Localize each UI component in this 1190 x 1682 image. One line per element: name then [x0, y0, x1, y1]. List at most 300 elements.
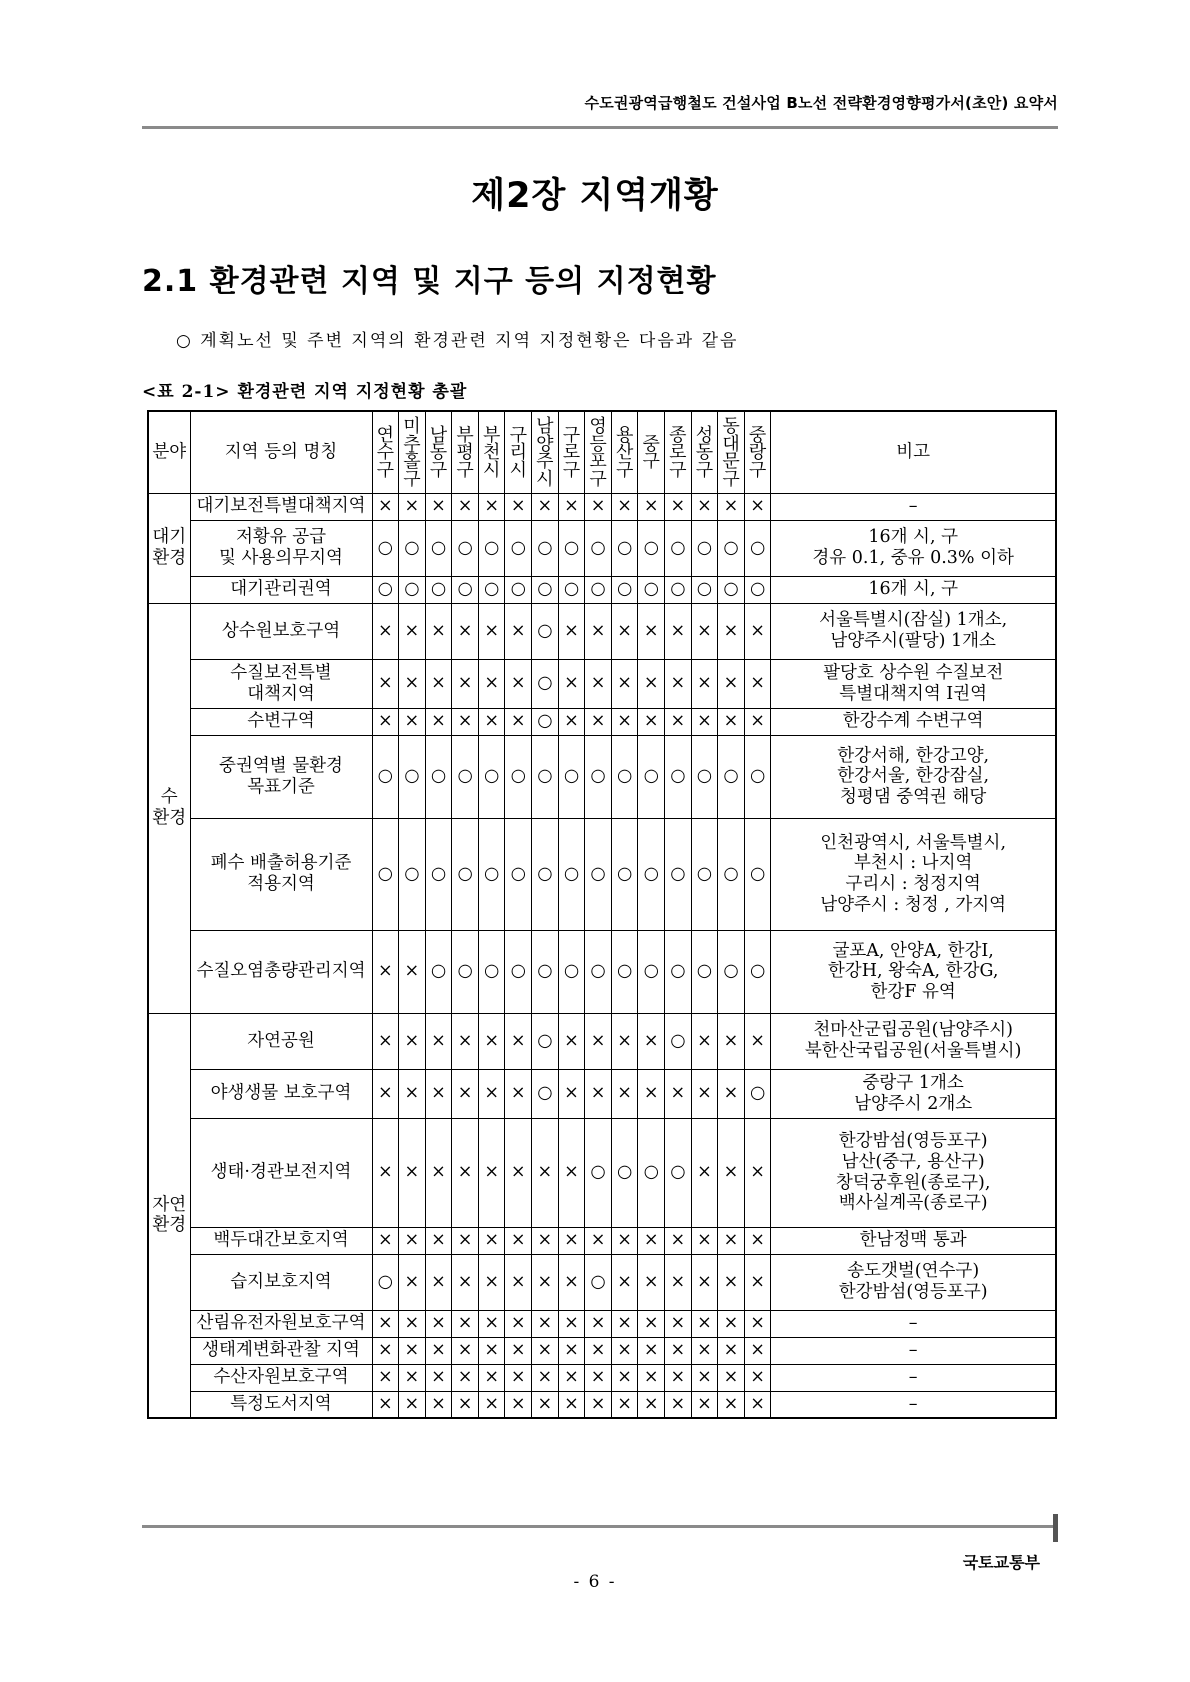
not-designated-mark: ×: [691, 1364, 718, 1391]
designated-mark: ○: [638, 735, 665, 818]
designated-mark: ○: [532, 603, 559, 659]
not-designated-mark: ×: [425, 1069, 452, 1118]
not-designated-mark: ×: [425, 1337, 452, 1364]
region-label: 중 구: [642, 433, 660, 473]
designated-mark: ○: [665, 735, 692, 818]
designated-mark: ○: [718, 576, 745, 603]
not-designated-mark: ×: [478, 1337, 505, 1364]
note-cell: [771, 1364, 1056, 1391]
header-region: [558, 411, 585, 493]
table-row: [148, 1069, 1056, 1118]
not-designated-mark: ×: [372, 1310, 399, 1337]
region-label: 구 로 구: [562, 424, 581, 482]
region-label: 미 추 홀 구: [403, 416, 421, 490]
not-designated-mark: ×: [744, 1013, 771, 1069]
not-designated-mark: ×: [505, 708, 532, 735]
not-designated-mark: ×: [452, 1013, 479, 1069]
designated-mark: ○: [611, 1118, 638, 1227]
header-region: [691, 411, 718, 493]
not-designated-mark: ×: [558, 1254, 585, 1310]
not-designated-mark: ×: [744, 1310, 771, 1337]
designated-mark: ○: [744, 818, 771, 930]
designated-mark: ○: [611, 576, 638, 603]
designated-mark: ○: [638, 818, 665, 930]
table-row: [148, 708, 1056, 735]
not-designated-mark: ×: [665, 708, 692, 735]
not-designated-mark: ×: [452, 708, 479, 735]
note-cell: [771, 1310, 1056, 1337]
not-designated-mark: ×: [744, 1364, 771, 1391]
not-designated-mark: ×: [691, 708, 718, 735]
not-designated-mark: ×: [399, 1310, 426, 1337]
note-line: 남양주시 : 청정 , 가지역: [820, 894, 1007, 915]
not-designated-mark: ×: [425, 659, 452, 708]
designated-mark: ○: [452, 520, 479, 576]
table-row: [148, 603, 1056, 659]
note-line: 부천시 : 나지역: [853, 853, 973, 874]
not-designated-mark: ×: [558, 1391, 585, 1418]
not-designated-mark: ×: [691, 603, 718, 659]
not-designated-mark: ×: [558, 1013, 585, 1069]
not-designated-mark: ×: [611, 1337, 638, 1364]
designated-mark: ○: [691, 735, 718, 818]
footer-accent-bar: [1053, 1514, 1058, 1542]
not-designated-mark: ×: [452, 1310, 479, 1337]
designated-mark: ○: [452, 576, 479, 603]
designated-mark: ○: [611, 520, 638, 576]
not-designated-mark: ×: [665, 1310, 692, 1337]
chapter-title: 제2장 지역개황: [471, 176, 719, 216]
note-line: 중랑구 1개소: [862, 1072, 964, 1093]
zone-name-cell: 수질오염총량관리지역: [190, 930, 372, 1013]
not-designated-mark: ×: [665, 1391, 692, 1418]
table-row: [148, 735, 1056, 818]
not-designated-mark: ×: [505, 1013, 532, 1069]
not-designated-mark: ×: [585, 659, 612, 708]
designated-mark: ○: [744, 576, 771, 603]
not-designated-mark: ×: [372, 1013, 399, 1069]
zone-name-cell: 중권역별 물환경 목표기준: [190, 735, 372, 818]
header-divider: [142, 126, 1058, 129]
designated-mark: ○: [399, 735, 426, 818]
designated-mark: ○: [638, 1118, 665, 1227]
designated-mark: ○: [478, 930, 505, 1013]
table-row: [148, 1013, 1056, 1069]
designated-mark: ○: [638, 576, 665, 603]
designated-mark: ○: [691, 520, 718, 576]
table-row: [148, 1310, 1056, 1337]
designated-mark: ○: [478, 520, 505, 576]
not-designated-mark: ×: [399, 708, 426, 735]
not-designated-mark: ×: [372, 659, 399, 708]
header-region: [611, 411, 638, 493]
not-designated-mark: ×: [691, 493, 718, 520]
not-designated-mark: ×: [665, 659, 692, 708]
not-designated-mark: ×: [532, 1227, 559, 1254]
not-designated-mark: ×: [532, 1391, 559, 1418]
not-designated-mark: ×: [718, 1364, 745, 1391]
not-designated-mark: ×: [744, 1227, 771, 1254]
note-cell: [771, 659, 1056, 708]
not-designated-mark: ×: [691, 1337, 718, 1364]
not-designated-mark: ×: [558, 1227, 585, 1254]
header-region: [532, 411, 559, 493]
designated-mark: ○: [425, 520, 452, 576]
designated-mark: ○: [532, 576, 559, 603]
designation-status-table: [147, 410, 1057, 1419]
header-region: [372, 411, 399, 493]
designated-mark: ○: [505, 930, 532, 1013]
designated-mark: ○: [691, 930, 718, 1013]
table-caption: <표 2-1> 환경관련 지역 지정현황 총괄: [142, 382, 468, 402]
not-designated-mark: ×: [452, 1391, 479, 1418]
not-designated-mark: ×: [585, 1227, 612, 1254]
designated-mark: ○: [532, 1069, 559, 1118]
not-designated-mark: ×: [532, 1310, 559, 1337]
zone-name-cell: 습지보호지역: [190, 1254, 372, 1310]
not-designated-mark: ×: [718, 493, 745, 520]
not-designated-mark: ×: [452, 1227, 479, 1254]
designated-mark: ○: [372, 576, 399, 603]
zone-name-cell: 특정도서지역: [190, 1391, 372, 1418]
designated-mark: ○: [372, 520, 399, 576]
designated-mark: ○: [532, 520, 559, 576]
not-designated-mark: ×: [399, 1254, 426, 1310]
header-region: [665, 411, 692, 493]
not-designated-mark: ×: [611, 493, 638, 520]
note-line: 백사실계곡(종로구): [838, 1193, 988, 1214]
not-designated-mark: ×: [505, 603, 532, 659]
designated-mark: ○: [585, 735, 612, 818]
not-designated-mark: ×: [744, 1118, 771, 1227]
note-cell: [771, 930, 1056, 1013]
not-designated-mark: ×: [691, 1254, 718, 1310]
designated-mark: ○: [399, 520, 426, 576]
note-line: 경유 0.1, 중유 0.3% 이하: [812, 548, 1014, 568]
not-designated-mark: ×: [425, 1391, 452, 1418]
region-label: 용 산 구: [615, 424, 634, 482]
not-designated-mark: ×: [638, 1391, 665, 1418]
note-cell: [771, 1118, 1056, 1227]
footer-organization: 국토교통부: [962, 1553, 1040, 1572]
table-row: [148, 818, 1056, 930]
header-region: [452, 411, 479, 493]
not-designated-mark: ×: [505, 1391, 532, 1418]
not-designated-mark: ×: [372, 1391, 399, 1418]
header-region: [399, 411, 426, 493]
not-designated-mark: ×: [505, 1069, 532, 1118]
not-designated-mark: ×: [478, 1227, 505, 1254]
not-designated-mark: ×: [372, 708, 399, 735]
not-designated-mark: ×: [691, 1069, 718, 1118]
note-line: –: [908, 1393, 918, 1414]
document-header-title: 수도권광역급행철도 건설사업 B노선 전략환경영향평가서(초안) 요약서: [584, 94, 1058, 112]
note-cell: [771, 1013, 1056, 1069]
not-designated-mark: ×: [558, 1310, 585, 1337]
not-designated-mark: ×: [638, 1013, 665, 1069]
intro-bullet-text: ○ 계획노선 및 주변 지역의 환경관련 지역 지정현황은 다음과 같음: [176, 331, 739, 351]
note-line: 남양주시(팔당) 1개소: [830, 631, 996, 651]
note-cell: [771, 1069, 1056, 1118]
not-designated-mark: ×: [532, 1254, 559, 1310]
not-designated-mark: ×: [505, 1337, 532, 1364]
not-designated-mark: ×: [372, 1337, 399, 1364]
not-designated-mark: ×: [638, 1254, 665, 1310]
note-line: 천마산군립공원(남양주시): [813, 1020, 1013, 1041]
not-designated-mark: ×: [665, 603, 692, 659]
note-line: 한강밤섬(영등포구): [838, 1282, 988, 1302]
not-designated-mark: ×: [558, 493, 585, 520]
designated-mark: ○: [478, 576, 505, 603]
zone-name-cell: 산림유전자원보호구역: [190, 1310, 372, 1337]
not-designated-mark: ×: [478, 1118, 505, 1227]
zone-name-cell: 야생생물 보호구역: [190, 1069, 372, 1118]
table-row: [148, 493, 1056, 520]
footer-divider: [142, 1525, 1058, 1528]
note-cell: [771, 576, 1056, 603]
region-label: 영 등 포 구: [589, 416, 607, 490]
note-line: 한강밤섬(영등포구): [838, 1131, 988, 1152]
zone-name-cell: 상수원보호구역: [190, 603, 372, 659]
not-designated-mark: ×: [425, 603, 452, 659]
table-row: [148, 1118, 1056, 1227]
not-designated-mark: ×: [372, 1227, 399, 1254]
designated-mark: ○: [718, 930, 745, 1013]
not-designated-mark: ×: [638, 708, 665, 735]
not-designated-mark: ×: [478, 1391, 505, 1418]
not-designated-mark: ×: [611, 1364, 638, 1391]
not-designated-mark: ×: [638, 1310, 665, 1337]
note-cell: [771, 520, 1056, 576]
designated-mark: ○: [425, 735, 452, 818]
region-label: 연 수 구: [376, 424, 394, 482]
not-designated-mark: ×: [611, 1254, 638, 1310]
not-designated-mark: ×: [478, 1069, 505, 1118]
not-designated-mark: ×: [505, 1364, 532, 1391]
not-designated-mark: ×: [452, 1337, 479, 1364]
note-line: 16개 시, 구: [868, 527, 958, 548]
note-line: 굴포A, 안양A, 한강I,: [832, 940, 994, 961]
not-designated-mark: ×: [718, 1013, 745, 1069]
note-line: –: [908, 1367, 918, 1388]
note-cell: [771, 708, 1056, 735]
not-designated-mark: ×: [532, 1364, 559, 1391]
not-designated-mark: ×: [638, 659, 665, 708]
note-line: 한강서해, 한강고양,: [837, 745, 990, 766]
not-designated-mark: ×: [585, 1310, 612, 1337]
designated-mark: ○: [532, 818, 559, 930]
designated-mark: ○: [585, 1118, 612, 1227]
header-region: [638, 411, 665, 493]
designated-mark: ○: [665, 818, 692, 930]
not-designated-mark: ×: [611, 1227, 638, 1254]
not-designated-mark: ×: [505, 1310, 532, 1337]
region-label: 중 랑 구: [748, 424, 767, 482]
not-designated-mark: ×: [505, 1118, 532, 1227]
designated-mark: ○: [665, 1013, 692, 1069]
not-designated-mark: ×: [478, 603, 505, 659]
not-designated-mark: ×: [691, 1310, 718, 1337]
zone-name-cell: 대기관리권역: [190, 576, 372, 603]
designated-mark: ○: [558, 735, 585, 818]
designated-mark: ○: [744, 520, 771, 576]
note-line: 구리시 : 청정지역: [845, 874, 981, 894]
not-designated-mark: ×: [399, 1013, 426, 1069]
designated-mark: ○: [372, 1254, 399, 1310]
header-region: [505, 411, 532, 493]
table-row: [148, 930, 1056, 1013]
note-line: –: [908, 496, 918, 517]
not-designated-mark: ×: [478, 1013, 505, 1069]
note-cell: [771, 603, 1056, 659]
region-label: 동 대 문 구: [722, 416, 740, 490]
not-designated-mark: ×: [558, 708, 585, 735]
not-designated-mark: ×: [399, 659, 426, 708]
designated-mark: ○: [452, 818, 479, 930]
designated-mark: ○: [585, 818, 612, 930]
not-designated-mark: ×: [611, 1069, 638, 1118]
designated-mark: ○: [585, 930, 612, 1013]
not-designated-mark: ×: [399, 1391, 426, 1418]
designated-mark: ○: [505, 520, 532, 576]
designated-mark: ○: [478, 818, 505, 930]
not-designated-mark: ×: [425, 1364, 452, 1391]
zone-name-cell: 수변구역: [190, 708, 372, 735]
not-designated-mark: ×: [532, 493, 559, 520]
not-designated-mark: ×: [638, 1337, 665, 1364]
not-designated-mark: ×: [478, 1310, 505, 1337]
not-designated-mark: ×: [611, 1310, 638, 1337]
designated-mark: ○: [665, 930, 692, 1013]
not-designated-mark: ×: [718, 659, 745, 708]
designated-mark: ○: [718, 818, 745, 930]
table-row: [148, 1337, 1056, 1364]
region-label: 남 양 주 시: [536, 416, 554, 490]
not-designated-mark: ×: [425, 493, 452, 520]
not-designated-mark: ×: [611, 1013, 638, 1069]
designated-mark: ○: [558, 520, 585, 576]
header-region: [718, 411, 745, 493]
table-row: [148, 1254, 1056, 1310]
note-line: 한남정맥 통과: [859, 1230, 967, 1251]
not-designated-mark: ×: [452, 1364, 479, 1391]
not-designated-mark: ×: [691, 1118, 718, 1227]
region-label: 남 동 구: [429, 424, 448, 482]
not-designated-mark: ×: [372, 603, 399, 659]
not-designated-mark: ×: [425, 1254, 452, 1310]
note-cell: [771, 1254, 1056, 1310]
zone-name-cell: 백두대간보호지역: [190, 1227, 372, 1254]
note-line: 특별대책지역 Ⅰ권역: [839, 683, 988, 704]
not-designated-mark: ×: [425, 1310, 452, 1337]
not-designated-mark: ×: [665, 1337, 692, 1364]
not-designated-mark: ×: [638, 1227, 665, 1254]
not-designated-mark: ×: [744, 1254, 771, 1310]
not-designated-mark: ×: [718, 1227, 745, 1254]
not-designated-mark: ×: [399, 1337, 426, 1364]
not-designated-mark: ×: [691, 659, 718, 708]
region-label: 부 천 시: [482, 424, 501, 482]
header-region: [425, 411, 452, 493]
note-cell: [771, 1227, 1056, 1254]
designated-mark: ○: [665, 1118, 692, 1227]
designated-mark: ○: [585, 520, 612, 576]
designated-mark: ○: [744, 1069, 771, 1118]
not-designated-mark: ×: [585, 708, 612, 735]
not-designated-mark: ×: [718, 1337, 745, 1364]
not-designated-mark: ×: [558, 603, 585, 659]
designated-mark: ○: [665, 576, 692, 603]
designated-mark: ○: [744, 930, 771, 1013]
page-number: - 6 -: [573, 1572, 617, 1592]
not-designated-mark: ×: [399, 1069, 426, 1118]
not-designated-mark: ×: [691, 1013, 718, 1069]
not-designated-mark: ×: [718, 1069, 745, 1118]
table-row: [148, 520, 1056, 576]
not-designated-mark: ×: [452, 1254, 479, 1310]
not-designated-mark: ×: [585, 1337, 612, 1364]
note-line: 남산(중구, 용산구): [841, 1151, 985, 1172]
designated-mark: ○: [425, 818, 452, 930]
not-designated-mark: ×: [505, 1227, 532, 1254]
designated-mark: ○: [691, 576, 718, 603]
designated-mark: ○: [425, 576, 452, 603]
designated-mark: ○: [505, 735, 532, 818]
designated-mark: ○: [718, 520, 745, 576]
header-region: [744, 411, 771, 493]
note-line: 16개 시, 구: [868, 579, 958, 600]
note-line: 팔당호 상수원 수질보전: [823, 662, 1004, 683]
zone-name-cell: 수산자원보호구역: [190, 1364, 372, 1391]
not-designated-mark: ×: [585, 1013, 612, 1069]
not-designated-mark: ×: [744, 1337, 771, 1364]
header-region: [585, 411, 612, 493]
designated-mark: ○: [399, 818, 426, 930]
not-designated-mark: ×: [611, 603, 638, 659]
designated-mark: ○: [399, 576, 426, 603]
region-label: 부 평 구: [456, 424, 474, 482]
designated-mark: ○: [558, 576, 585, 603]
table-row: [148, 659, 1056, 708]
not-designated-mark: ×: [691, 1391, 718, 1418]
note-line: 한강수계 수변구역: [842, 711, 984, 732]
not-designated-mark: ×: [638, 1364, 665, 1391]
not-designated-mark: ×: [478, 708, 505, 735]
designated-mark: ○: [452, 735, 479, 818]
not-designated-mark: ×: [744, 493, 771, 520]
not-designated-mark: ×: [558, 1364, 585, 1391]
not-designated-mark: ×: [372, 1069, 399, 1118]
table-row: [148, 1391, 1056, 1418]
not-designated-mark: ×: [585, 1364, 612, 1391]
not-designated-mark: ×: [718, 1391, 745, 1418]
not-designated-mark: ×: [452, 603, 479, 659]
designated-mark: ○: [638, 520, 665, 576]
not-designated-mark: ×: [532, 1337, 559, 1364]
not-designated-mark: ×: [718, 1254, 745, 1310]
designated-mark: ○: [558, 818, 585, 930]
not-designated-mark: ×: [665, 1254, 692, 1310]
not-designated-mark: ×: [611, 1391, 638, 1418]
not-designated-mark: ×: [665, 1364, 692, 1391]
not-designated-mark: ×: [718, 1310, 745, 1337]
not-designated-mark: ×: [532, 1118, 559, 1227]
header-category: 분야: [148, 411, 190, 493]
note-line: 한강서울, 한강잠실,: [837, 766, 990, 787]
not-designated-mark: ×: [558, 1069, 585, 1118]
designated-mark: ○: [611, 735, 638, 818]
table-row: [148, 576, 1056, 603]
